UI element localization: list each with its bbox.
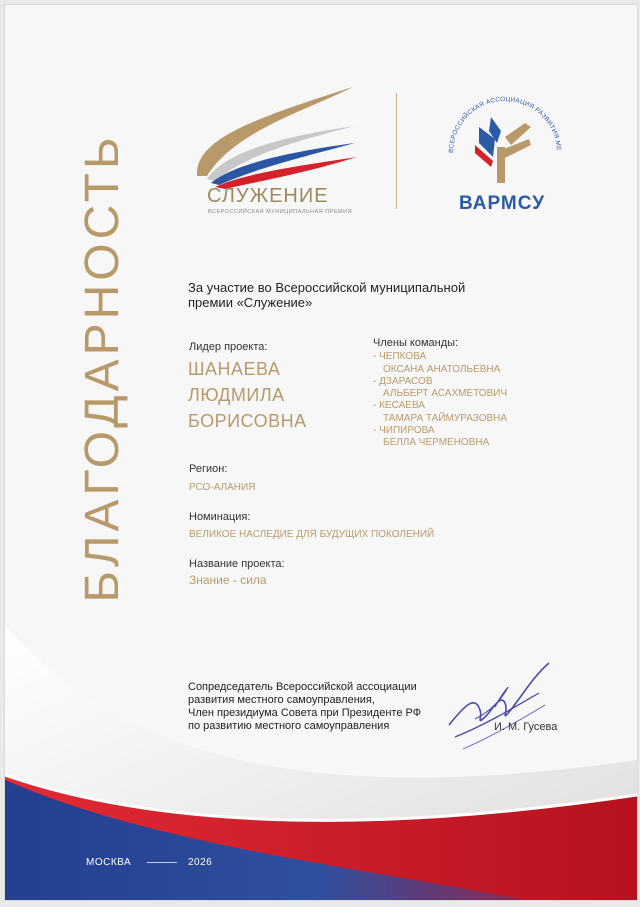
sluzhenie-logo (185, 81, 365, 221)
team-member (373, 351, 507, 376)
leader-line-1: ШАНАЕВА (188, 359, 281, 379)
team-label: Члены команды: (373, 337, 459, 349)
flag-wave-icon (185, 81, 365, 191)
signatory-line-3: Член президиума Совета при Президенте РФ (188, 707, 422, 719)
member-given-name: ТАМАРА ТАЙМУРАЗОВНА (383, 412, 508, 424)
varmsu-ring-text: ВСЕРОССИЙСКАЯ АССОЦИАЦИЯ РАЗВИТИЯ МЕ (447, 95, 562, 154)
member-surname: - ДЗАРАСОВ (373, 375, 433, 387)
varmsu-emblem-icon (435, 87, 575, 197)
signatory-line-1: Сопредседатель Всероссийской ассоциации (188, 681, 417, 693)
leader-line-2: ЛЮДМИЛА (188, 385, 285, 405)
varmsu-logo (435, 87, 575, 217)
team-member (373, 400, 507, 425)
member-given-name: АЛЬБЕРТ АСАХМЕТОВИЧ (383, 388, 508, 400)
vertical-title: БЛАГОДАРНОСТЬ (76, 133, 129, 603)
handwritten-signature (435, 655, 565, 755)
signatory-line-2: развития местного самоуправления, (188, 694, 375, 706)
intro-text (188, 280, 518, 310)
signer-name: И. М. Гусева (494, 721, 558, 733)
member-given-name: ОКСАНА АНАТОЛЬЕВНА (383, 363, 501, 375)
team-members (373, 337, 507, 450)
leader-name (188, 356, 307, 434)
certificate-page (4, 4, 638, 901)
project-label: Название проекта: (189, 558, 285, 570)
varmsu-abbr: ВАРМСУ (459, 193, 546, 214)
logo-divider (396, 93, 397, 209)
region-label: Регион: (189, 463, 228, 475)
signatory-line-4: по развитию местного самоуправления (188, 720, 390, 732)
leader-label: Лидер проекта: (189, 341, 268, 353)
project-value: Знание - сила (189, 573, 267, 587)
sluzhenie-name: СЛУЖЕНИЕ (207, 185, 329, 207)
team-member (373, 376, 507, 401)
footer-divider (147, 862, 177, 863)
intro-line-1: За участие во Всероссийской муниципальной (188, 280, 466, 295)
member-surname: - КЕСАЕВА (373, 400, 425, 412)
intro-line-2: премии «Служение» (188, 295, 313, 310)
sluzhenie-subtitle: ВСЕРОССИЙСКАЯ МУНИЦИПАЛЬНАЯ ПРЕМИЯ (208, 209, 353, 215)
leader-line-3: БОРИСОВНА (188, 411, 307, 431)
team-member (373, 425, 507, 450)
svg-text:ВСЕРОССИЙСКАЯ АССОЦИАЦИЯ РАЗВИ (435, 87, 562, 153)
footer-city: МОСКВА (86, 857, 132, 868)
footer-year: 2026 (188, 857, 213, 868)
nomination-label: Номинация: (189, 511, 251, 523)
region-value: РСО-АЛАНИЯ (189, 482, 256, 493)
signatory-title (188, 681, 421, 733)
member-surname: - ЧИПИРОВА (373, 425, 435, 437)
member-given-name: БЕЛЛА ЧЕРМЕНОВНА (383, 437, 490, 449)
member-surname: - ЧЕПКОВА (373, 351, 427, 363)
nomination-value: ВЕЛИКОЕ НАСЛЕДИЕ ДЛЯ БУДУЩИХ ПОКОЛЕНИЙ (189, 529, 435, 540)
